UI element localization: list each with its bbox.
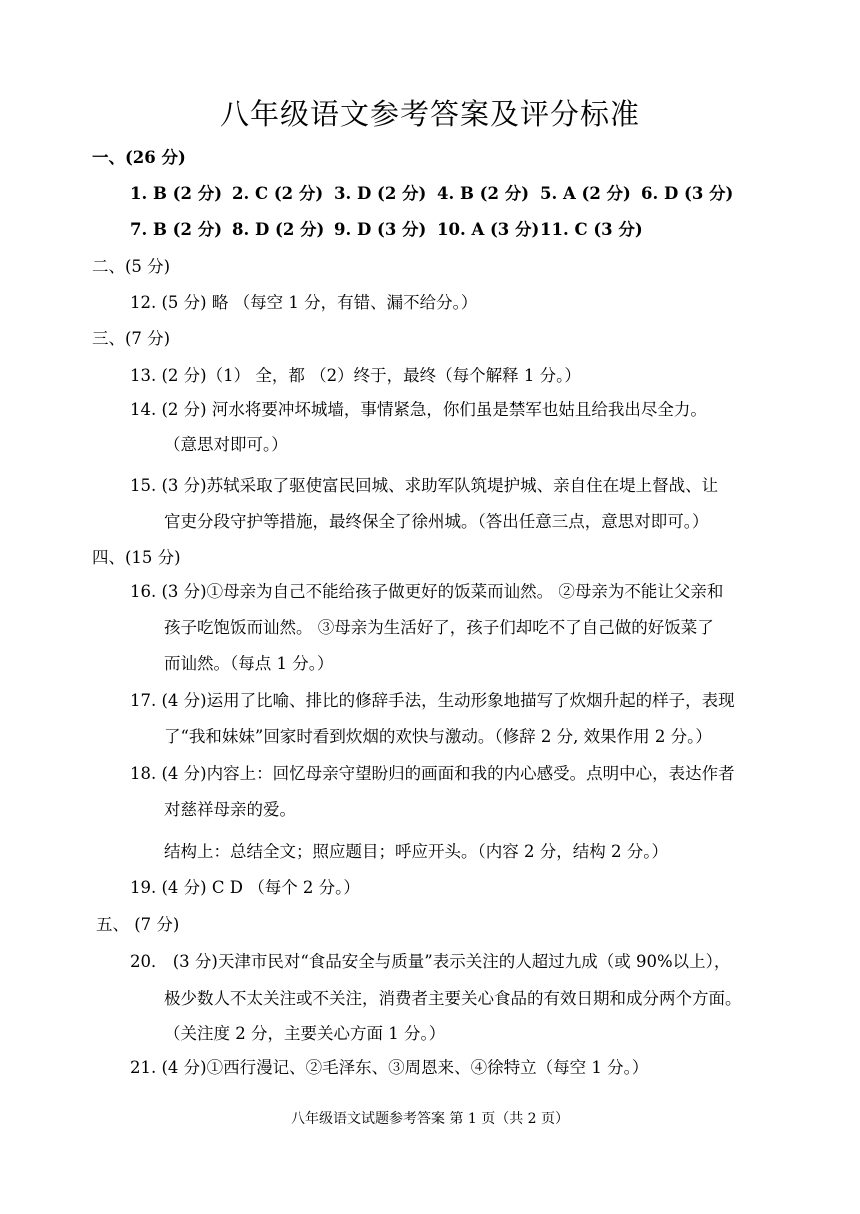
answer-18-line-3: 结构上：总结全文；照应题目；呼应开头。（内容 2 分，结构 2 分。） — [164, 842, 668, 861]
answer-20-line-1: 20． (3 分)天津市民对“食品安全与质量”表示关注的人超过九成（或 90%以上）， — [130, 952, 731, 971]
section-heading-3: 三、(7 分) — [92, 329, 171, 348]
mc-answer-7: 7. B (2 分) — [130, 220, 222, 239]
mc-answer-10: 10. A (3 分) — [437, 220, 540, 239]
answer-14-line-1: 14. (2 分) 河水将要冲坏城墙，事情紧急，你们虽是禁军也姑且给我出尽全力。 — [130, 400, 707, 419]
answer-19: 19. (4 分) C D （每个 2 分。） — [130, 878, 360, 897]
section-heading-5: 五、 (7 分) — [96, 915, 180, 934]
mc-answer-2: 2. C (2 分) — [232, 184, 324, 203]
answer-17-line-2: 了“我和妹妹”回家时看到炊烟的欢快与激动。（修辞 2 分, 效果作用 2 分。） — [164, 727, 712, 746]
answer-21: 21. (4 分)①西行漫记、②毛泽东、③周恩来、④徐特立（每空 1 分。） — [130, 1058, 649, 1077]
answer-18-line-1: 18. (4 分)内容上：回忆母亲守望盼归的画面和我的内心感受。点明中心，表达作者 — [130, 764, 735, 783]
page-title: 八年级语文参考答案及评分标准 — [219, 97, 640, 131]
answer-14-line-2: （意思对即可。） — [164, 435, 288, 454]
mc-answer-4: 4. B (2 分) — [437, 184, 529, 203]
answer-16-line-3: 而讪然。（每点 1 分。） — [164, 654, 334, 673]
section-heading-4: 四、(15 分) — [92, 548, 181, 567]
mc-answer-5: 5. A (2 分) — [540, 184, 631, 203]
answer-16-line-1: 16. (3 分)①母亲为自己不能给孩子做更好的饭菜而讪然。 ②母亲为不能让父亲和 — [130, 582, 724, 601]
mc-answer-6: 6. D (3 分) — [641, 184, 734, 203]
answer-16-line-2: 孩子吃饱饭而讪然。 ③母亲为生活好了，孩子们却吃不了自己做的好饭菜了 — [164, 618, 714, 637]
answer-13: 13. (2 分)（1） 全，都 （2）终于，最终（每个解释 1 分。） — [130, 366, 581, 385]
answer-18-line-2: 对慈祥母亲的爱。 — [164, 800, 296, 819]
mc-answer-3: 3. D (2 分) — [334, 184, 427, 203]
answer-15-line-2: 官吏分段守护等措施，最终保全了徐州城。（答出任意三点，意思对即可。） — [164, 512, 709, 531]
answer-20-line-2: 极少数人不太关注或不关注，消费者主要关心食品的有效日期和成分两个方面。 — [164, 989, 742, 1008]
section-heading-2: 二、(5 分) — [92, 257, 171, 276]
mc-answer-8: 8. D (2 分) — [232, 220, 325, 239]
mc-answer-9: 9. D (3 分) — [334, 220, 427, 239]
answer-12: 12. (5 分) 略 （每空 1 分，有错、漏不给分。） — [130, 293, 478, 312]
answer-15-line-1: 15. (3 分)苏轼采取了驱使富民回城、求助军队筑堤护城、亲自住在堤上督战、让 — [130, 476, 719, 495]
page-footer: 八年级语文试题参考答案 第 1 页（共 2 页） — [290, 1111, 570, 1127]
mc-answer-1: 1. B (2 分) — [130, 184, 222, 203]
answer-17-line-1: 17. (4 分)运用了比喻、排比的修辞手法，生动形象地描写了炊烟升起的样子，表现 — [130, 691, 735, 710]
section-heading-1: 一、(26 分) — [92, 148, 186, 167]
answer-20-line-3: （关注度 2 分，主要关心方面 1 分。） — [164, 1024, 446, 1043]
mc-answer-11: 11. C (3 分) — [540, 220, 643, 239]
